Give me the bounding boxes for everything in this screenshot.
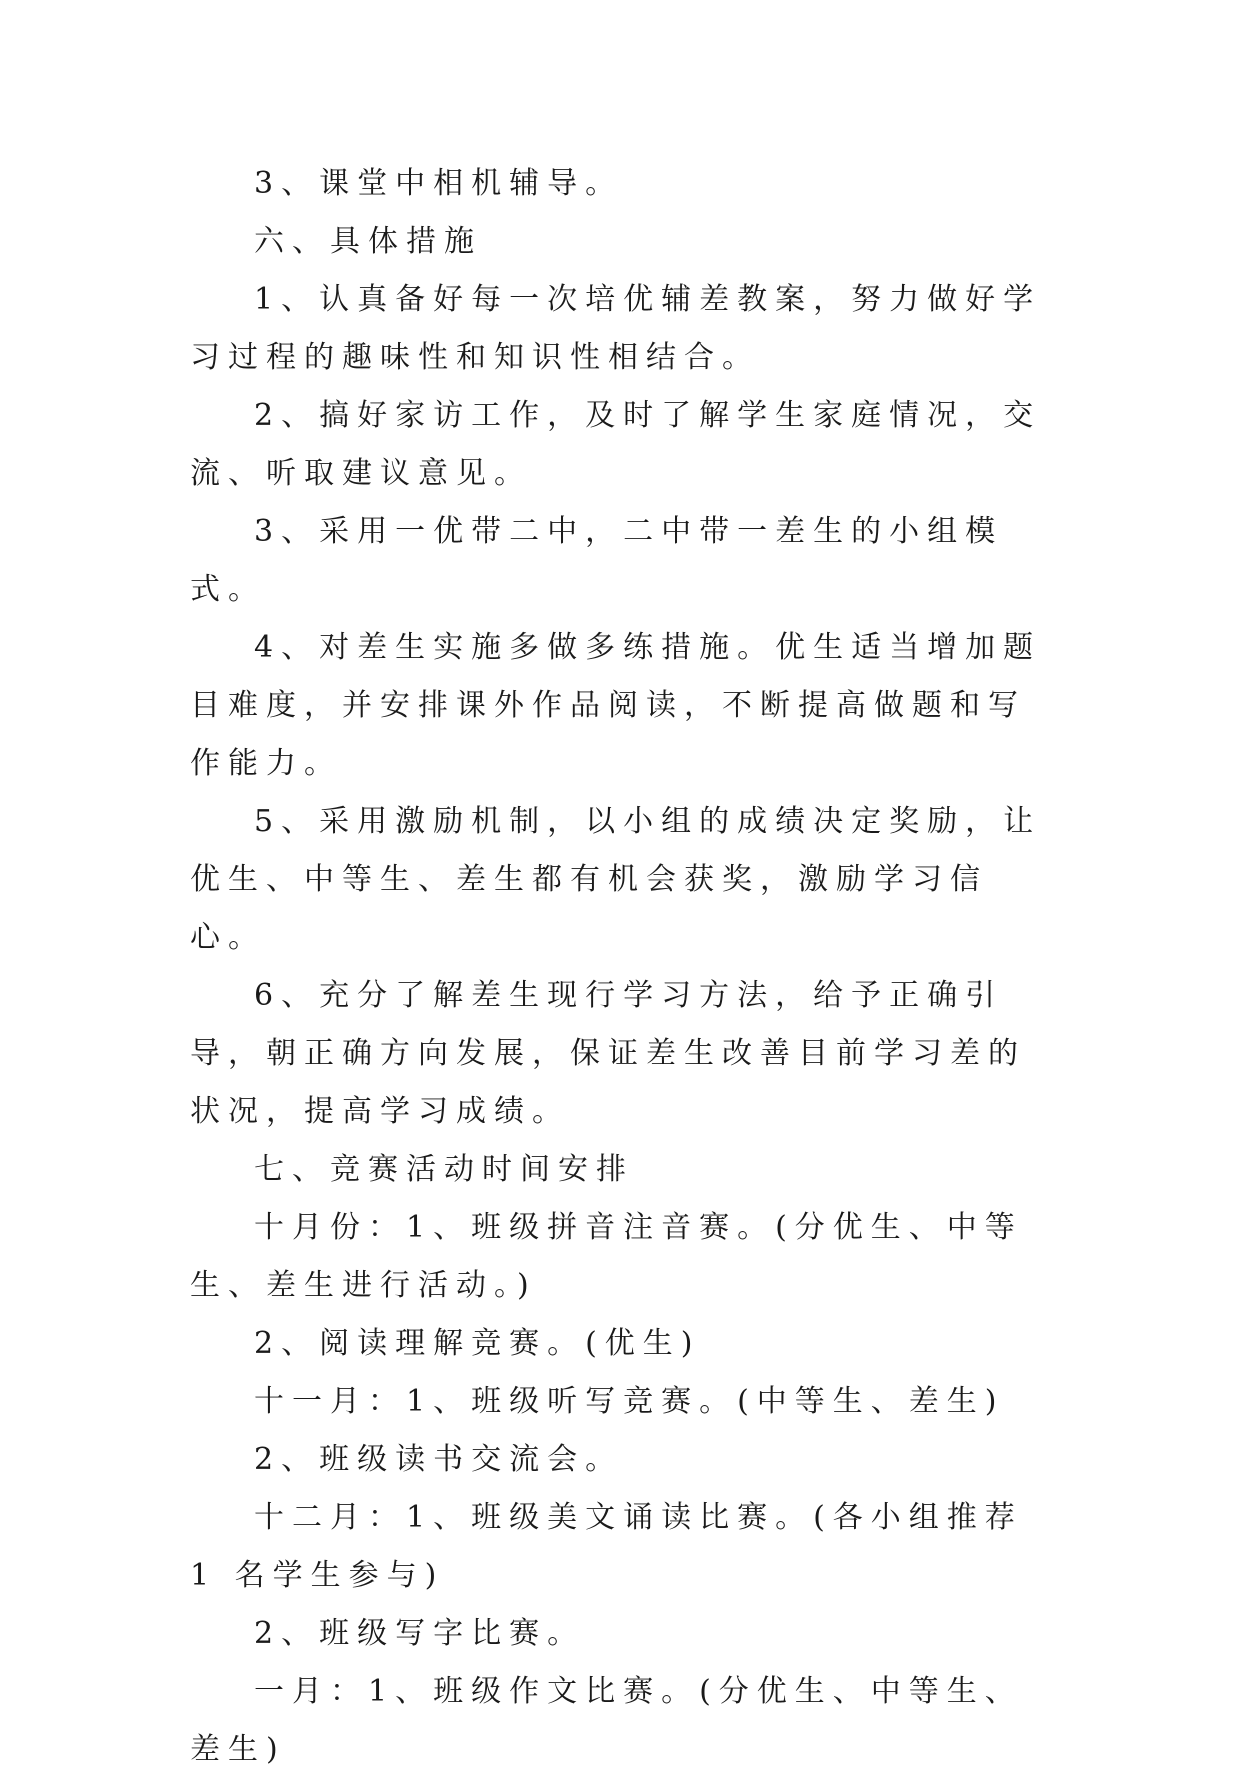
- schedule-december-2: 2、班级写字比赛。: [254, 1616, 586, 1651]
- paragraph-measure-5: 5、采用激励机制，以小组的成绩决定奖励，让优生、中等生、差生都有机会获奖，激励学习信心。: [190, 804, 1042, 955]
- schedule-january-1: 一月：1、班级作文比赛。(分优生、中等生、差生): [190, 1674, 1023, 1767]
- schedule-november-1: 十一月：1、班级听写竞赛。(中等生、差生): [254, 1384, 1005, 1419]
- paragraph-measure-4: 4、对差生实施多做多练措施。优生适当增加题目难度，并安排课外作品阅读，不断提高做题和写作能力。: [190, 630, 1042, 781]
- section-heading-measures: 六、具体措施: [254, 224, 482, 259]
- paragraph-measure-1: 1、认真备好每一次培优辅差教案，努力做好学习过程的趣味性和知识性相结合。: [190, 282, 1042, 375]
- section-heading-schedule: 七、竞赛活动时间安排: [254, 1152, 634, 1187]
- schedule-october-1: 十月份：1、班级拼音注音赛。(分优生、中等生、差生进行活动。): [190, 1210, 1023, 1303]
- paragraph-measure-2: 2、搞好家访工作，及时了解学生家庭情况，交流、听取建议意见。: [190, 398, 1042, 491]
- paragraph-measure-6: 6、充分了解差生现行学习方法，给予正确引导，朝正确方向发展，保证差生改善目前学习差的状况，提高学习成绩。: [190, 978, 1026, 1129]
- paragraph-item-3-guidance: 3、课堂中相机辅导。: [254, 166, 624, 201]
- schedule-october-2: 2、阅读理解竞赛。(优生): [254, 1326, 701, 1361]
- schedule-december-1: 十二月：1、班级美文诵读比赛。(各小组推荐 1 名学生参与): [190, 1500, 1023, 1593]
- paragraph-measure-3: 3、采用一优带二中，二中带一差生的小组模式。: [190, 514, 1004, 607]
- document-body: [190, 155, 1050, 1779]
- schedule-november-2: 2、班级读书交流会。: [254, 1442, 624, 1477]
